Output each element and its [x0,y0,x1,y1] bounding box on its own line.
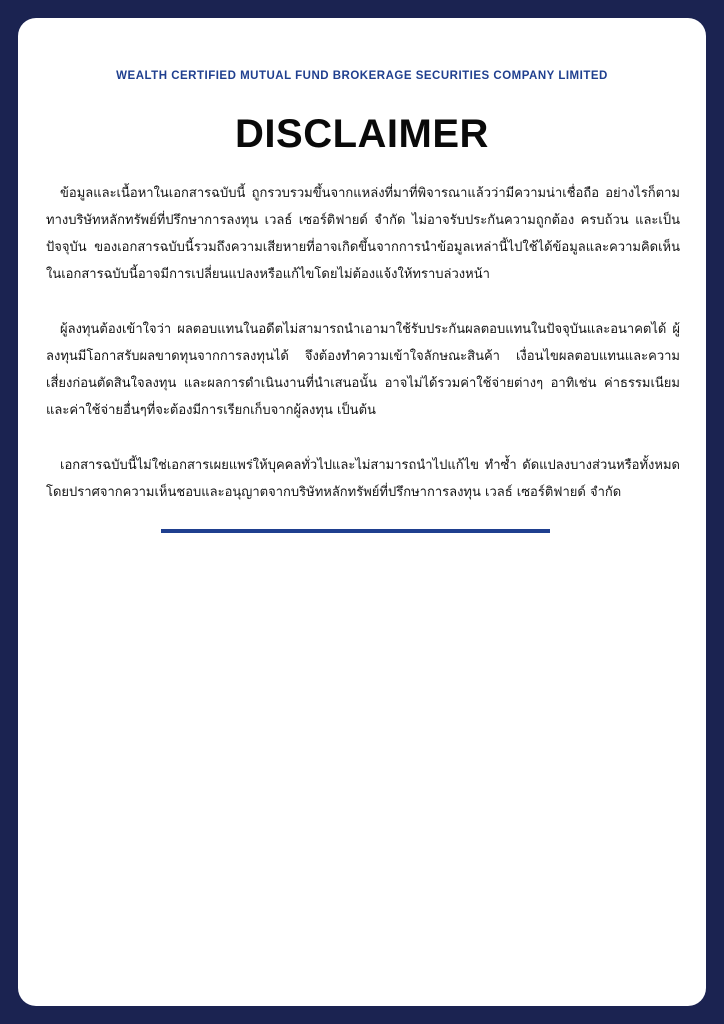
divider-line [161,529,550,533]
company-name: WEALTH CERTIFIED MUTUAL FUND BROKERAGE SECURITIES COMPANY LIMITED [116,70,608,82]
disclaimer-paragraph-3: เอกสารฉบับนี้ไม่ใช่เอกสารเผยแพร่ให้บุคคลทั่วไปและไม่สามารถนำไปแก้ไข ทำซ้ำ ดัดแปลงบางส่วนหรือทั้งหมด โดยปราศจากความเห็นชอบและอนุญาตจากบริษัทหลักทรัพย์ที่ปรึกษาการลงทุน เวลธ์ เซอร์ติฟายด์ จำกัด [46,458,680,500]
document-page [18,18,706,1006]
disclaimer-paragraph-2: ผู้ลงทุนต้องเข้าใจว่า ผลตอบแทนในอดีตไม่สามารถนำเอามาใช้รับประกันผลตอบแทนในปัจจุบันและอนาคตได้ ผู้ลงทุนมีโอกาสรับผลขาดทุนจากการลงทุนได้ จึงต้องทำความเข้าใจลักษณะสินค้า เงื่อนไขผลตอบแทนและความเสี่ยงก่อนตัดสินใจลงทุน และผลการดำเนินงานที่นำเสนอนั้น อาจไม่ได้รวมค่าใช้จ่ายต่างๆ อาทิเช่น ค่าธรรมเนียมและค่าใช้จ่ายอื่นๆที่จะต้องมีการเรียกเก็บจากผู้ลงทุน เป็นต้น [46,322,680,418]
page-title: DISCLAIMER [235,112,489,156]
disclaimer-body [46,180,680,534]
disclaimer-paragraph-1: ข้อมูลและเนื้อหาในเอกสารฉบับนี้ ถูกรวบรวมขึ้นจากแหล่งที่มาที่พิจารณาแล้วว่ามีความน่าเชื่อถือ อย่างไรก็ตาม ทางบริษัทหลักทรัพย์ที่ปรึกษาการลงทุน เวลธ์ เซอร์ติฟายด์ จำกัด ไม่อาจรับประกันความถูกต้อง ครบถ้วน และเป็นปัจจุบัน ของเอกสารฉบับนี้รวมถึงความเสียหายที่อาจเกิดขึ้นจากการนำข้อมูลเหล่านี้ไปใช้ได้ข้อมูลและความคิดเห็นในเอกสารฉบับนี้อาจมีการเปลี่ยนแปลงหรือแก้ไขโดยไม่ต้องแจ้งให้ทราบล่วงหน้า [46,186,680,282]
